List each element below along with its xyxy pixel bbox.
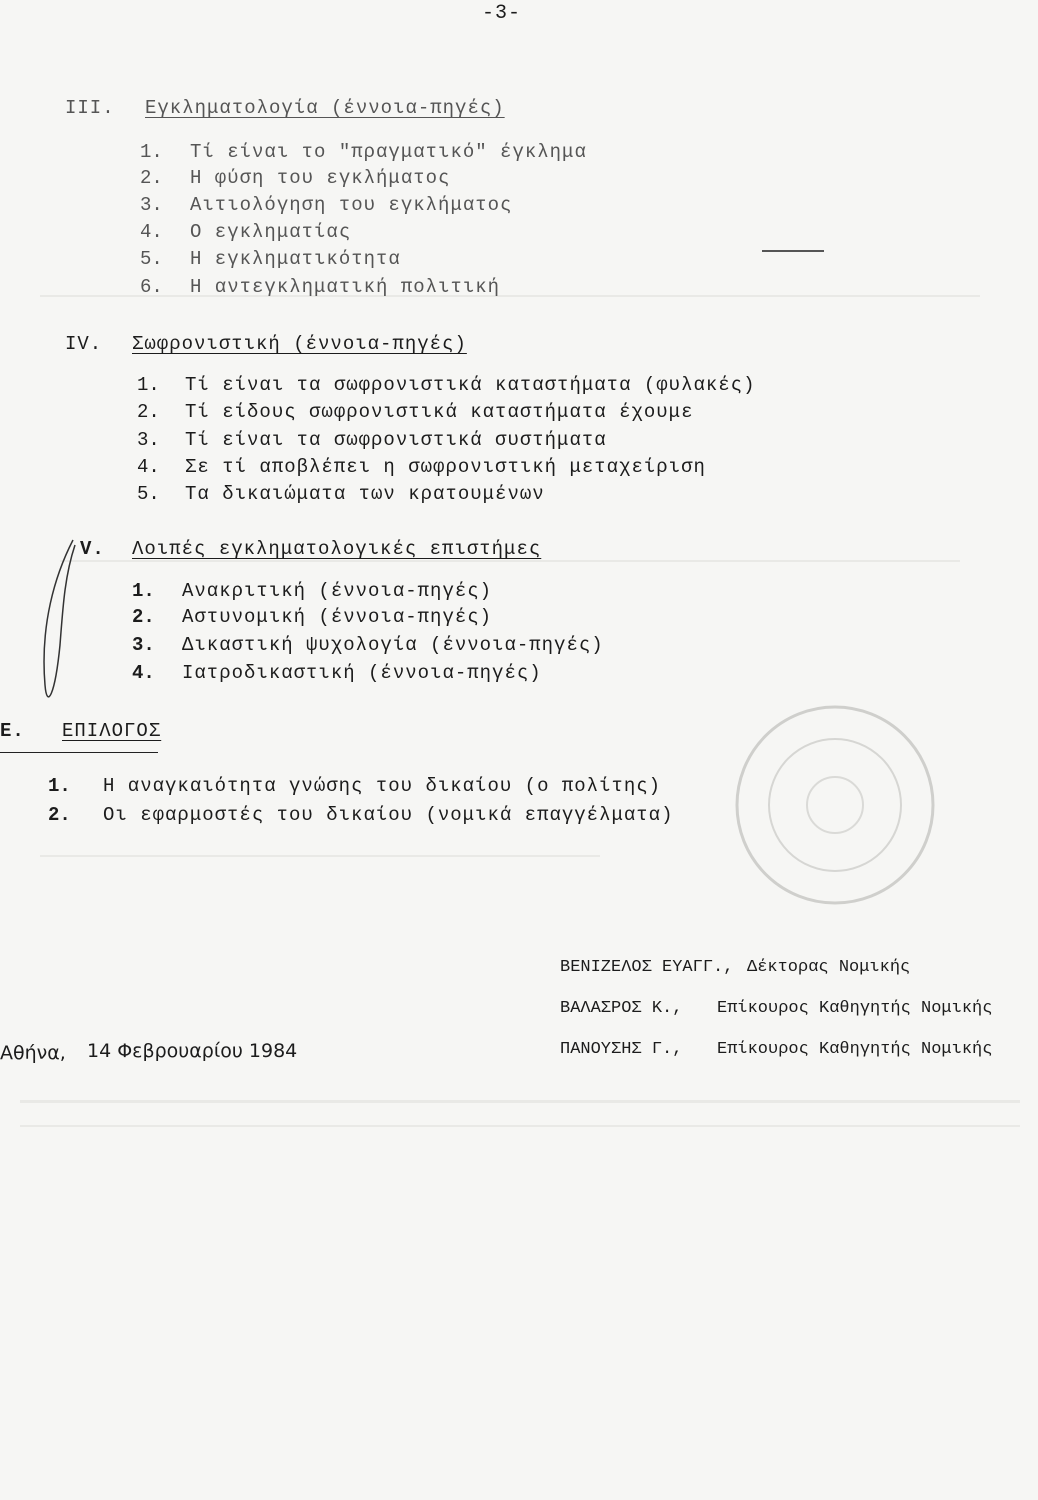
item-text: Τί είναι το "πραγματικό" έγκλημα [190,141,587,163]
section-numeral: IV. [65,333,103,355]
item-text: Σε τί αποβλέπει η σωφρονιστική μεταχείριση [185,456,706,478]
item-text: Τί είδους σωφρονιστικά καταστήματα έχουμε [185,401,694,423]
section-numeral: III. [65,97,115,119]
item-number: 2. [140,167,163,189]
item-text: Τί είναι τα σωφρονιστικά καταστήματα (φυλακές) [185,374,756,396]
item-number: 3. [140,194,163,216]
item-number: 2. [132,606,155,628]
item-number: 1. [140,141,163,163]
item-number: 3. [137,429,160,451]
place: Αθήνα, [0,1042,66,1064]
item-text: Η αντεγκληματική πολιτική [190,276,501,298]
item-number: 5. [137,483,160,505]
item-text: Αστυνομική (έννοια-πηγές) [182,606,493,628]
signatory-title: Δέκτορας Νομικής [747,958,911,977]
epilogue-letter: Ε. [0,720,25,742]
item-number: 3. [132,634,155,656]
item-text: Ιατροδικαστική (έννοια-πηγές) [182,662,542,684]
item-number: 2. [137,401,160,423]
official-stamp [730,700,940,910]
signatory-name: ΒΑΛΑΣΡΟΣ Κ., [560,999,683,1018]
item-number: 4. [132,662,155,684]
item-number: 1. [137,374,160,396]
item-number: 1. [48,775,71,797]
bleed-through-line [20,1100,1020,1103]
section-heading: Λοιπές εγκληματολογικές επιστήμες [132,538,542,560]
handwritten-pen-mark [25,535,85,725]
item-text: Δικαστική ψυχολογία (έννοια-πηγές) [182,634,604,656]
signatory-name: ΠΑΝΟΥΣΗΣ Γ., [560,1040,683,1059]
bleed-through-line [20,1125,1020,1127]
item-text: Ο εγκληματίας [190,221,352,243]
section-numeral: V. [80,538,105,560]
section-heading: Σωφρονιστική (έννοια-πηγές) [132,333,467,355]
item-number: 6. [140,276,163,298]
signatory-title: Επίκουρος Καθηγητής Νομικής [717,999,993,1018]
item-number: 1. [132,580,155,602]
item-text: Τί είναι τα σωφρονιστικά συστήματα [185,429,607,451]
section-heading: Εγκληματολογία (έννοια-πηγές) [145,97,505,119]
item-text: Η αναγκαιότητα γνώσης του δικαίου (ο πολίτης) [103,775,662,797]
epilogue-heading: ΕΠΙΛΟΓΟΣ [62,720,162,742]
item-number: 4. [140,221,163,243]
bleed-through-line [40,855,600,857]
epilogue-rule [0,752,158,753]
item-number: 2. [48,804,71,826]
date: 14 Φεβρουαρίου 1984 [87,1040,298,1062]
item-text: Αιτιολόγηση του εγκλήματος [190,194,513,216]
item-number: 5. [140,248,163,270]
item-text: Ανακριτική (έννοια-πηγές) [182,580,493,602]
page-number: -3- [482,2,522,25]
item-text: Τα δικαιώματα των κρατουμένων [185,483,545,505]
item-text: Η φύση του εγκλήματος [190,167,451,189]
item-text: Οι εφαρμοστές του δικαίου (νομικά επαγγέλματα) [103,804,674,826]
item-number: 4. [137,456,160,478]
signatory-title: Επίκουρος Καθηγητής Νομικής [717,1040,993,1059]
pen-mark [762,250,824,252]
bleed-through-line [40,295,980,297]
bleed-through-line [60,560,960,562]
item-text: Η εγκληματικότητα [190,248,401,270]
signatory-name: ΒΕΝΙΖΕΛΟΣ ΕΥΑΓΓ., [560,958,734,977]
